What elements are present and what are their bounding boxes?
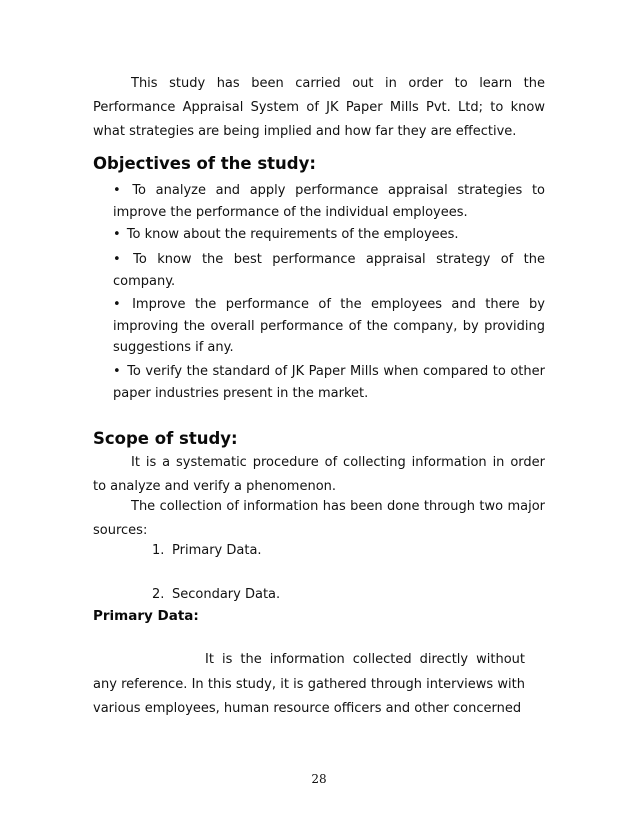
page-number: 28 — [311, 772, 327, 786]
objective-item — [113, 224, 545, 246]
source-item-primary — [152, 541, 262, 561]
bullet-icon: • — [113, 227, 121, 242]
objective-item — [113, 294, 545, 359]
objective-text: To analyze and apply performance appraisal strategies to improve the performance of the individual employees. — [113, 183, 546, 220]
objective-text: Improve the performance of the employees and there by improving the overall performance of the company, by providing suggestions if any. — [113, 297, 546, 355]
bullet-icon: • — [113, 183, 121, 198]
scope-heading: Scope of study: — [93, 429, 238, 448]
source-label: Primary Data. — [172, 543, 262, 558]
source-number: 1. — [152, 543, 165, 558]
primary-data-heading: Primary Data: — [93, 608, 199, 624]
scope-paragraph-2: The collection of information has been done through two major sources: — [93, 499, 545, 538]
primary-data-paragraph: It is the information collected directly without any reference. In this study, it is gathered through interviews with various employees, human resource officers and other concerned — [93, 652, 525, 716]
source-number: 2. — [152, 587, 165, 602]
objective-item — [113, 361, 545, 404]
bullet-icon: • — [113, 364, 121, 379]
scope-paragraph-1: It is a systematic procedure of collecting information in order to analyze and verify a phenomenon. — [93, 455, 545, 494]
bullet-icon: • — [113, 297, 121, 312]
intro-paragraph: This study has been carried out in order to learn the Performance Appraisal System of JK Paper Mills Pvt. Ltd; to know what strategies are being implied and how far they are effective. — [93, 76, 545, 139]
bullet-icon: • — [113, 252, 121, 267]
objective-item — [113, 249, 545, 292]
source-item-secondary — [152, 585, 280, 605]
objective-item — [113, 180, 545, 223]
source-label: Secondary Data. — [172, 587, 281, 602]
objective-text: To verify the standard of JK Paper Mills when compared to other paper industries present in the market. — [113, 364, 545, 401]
objectives-heading: Objectives of the study: — [93, 154, 316, 173]
objective-text: To know about the requirements of the employees. — [126, 227, 459, 242]
objective-text: To know the best performance appraisal strategy of the company. — [113, 252, 545, 289]
